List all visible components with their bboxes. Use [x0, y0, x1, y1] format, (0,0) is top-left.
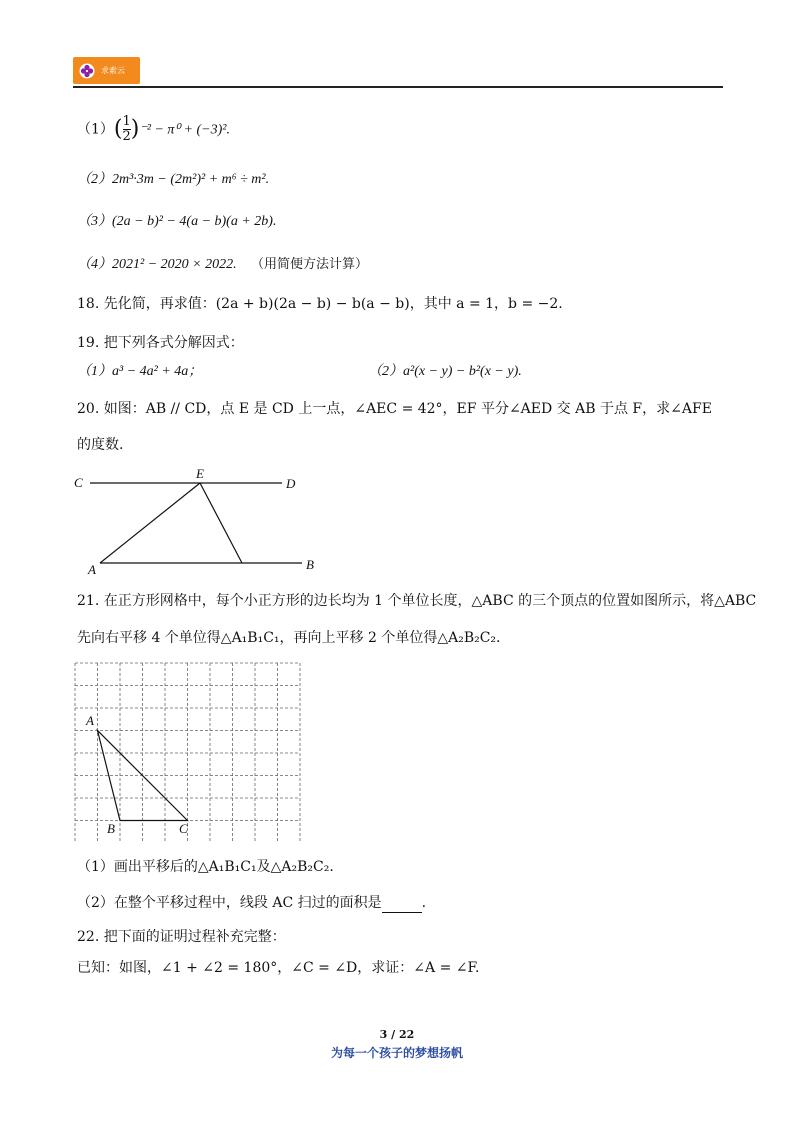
q17-part1: $(1)(\frac{1}{2}$ )⁻² − π⁰ + (−3)². [77, 114, 230, 144]
q21-part1: （1）画出平移后的△A₁B₁C₁及△A₂B₂C₂. [77, 859, 334, 875]
q19-part1: （1）a³ − 4a² + 4a； [77, 364, 203, 379]
q21-part2-end: . [421, 895, 427, 911]
page-number: 3 / 22 [379, 1028, 415, 1041]
label-d: D [286, 476, 296, 491]
q19-part2: （2）a²(x − y) − b²(x − y). [368, 364, 522, 379]
grid-lines [75, 663, 300, 842]
q17-part4 [77, 254, 368, 275]
logo-text: 求索云 [101, 66, 125, 75]
q22-given: 已知：如图，∠1 + ∠2 = 180°，∠C = ∠D，求证：∠A = ∠F. [77, 960, 480, 976]
q17-part1-label: （1） [77, 121, 114, 138]
label-e: E [196, 466, 204, 481]
q20-text-line2: 的度数. [77, 437, 124, 453]
q22-text: 22. 把下面的证明过程补充完整： [77, 929, 286, 945]
q18-text: 18. 先化简，再求值：(2a + b)(2a − b) − b(a − b)，其中 a = 1，b = −2. [77, 296, 563, 312]
label-b: B [306, 557, 314, 572]
q17-part1-rest: ⁻² − π⁰ + (−3)². [139, 122, 230, 138]
label-c: C [74, 475, 83, 490]
fraction-denominator: 2 [122, 129, 131, 144]
fraction-numerator: 1 [122, 114, 131, 129]
segment-ef [200, 483, 242, 563]
q20-text-line1: 20. 如图：AB // CD，点 E 是 CD 上一点，∠AEC = 42°，EF 平分∠AED 交 AB 于点 F，求∠AFE [77, 401, 712, 417]
q21-part2 [77, 893, 426, 913]
logo-flower-icon [79, 63, 95, 79]
figure-q21-grid [70, 660, 302, 842]
figure-q20 [70, 462, 330, 582]
grid-label-b: B [107, 821, 115, 836]
header-divider [73, 86, 723, 88]
label-a: A [88, 562, 96, 577]
q21-text-line1: 21. 在正方形网格中，每个小正方形的边长均为 1 个单位长度，△ABC 的三个顶点的位置如图所示，将△ABC [77, 593, 757, 609]
header-logo [73, 57, 140, 84]
q21-part2-text: （2）在整个平移过程中，线段 AC 扫过的面积是 [77, 895, 382, 911]
q17-part4-expr: （4）2021² − 2020 × 2022. [77, 257, 237, 272]
q19-text: 19. 把下列各式分解因式： [77, 335, 244, 351]
footer-slogan: 为每一个孩子的梦想扬帆 [330, 1046, 463, 1060]
fraction-half [123, 115, 131, 144]
q17-part4-note: （用简便方法计算） [251, 257, 369, 272]
q17-part3: （3）(2a − b)² − 4(a − b)(a + 2b). [77, 214, 277, 229]
q21-text-line2: 先向右平移 4 个单位得△A₁B₁C₁，再向上平移 2 个单位得△A₂B₂C₂. [77, 630, 501, 646]
answer-blank[interactable] [382, 898, 422, 913]
segment-ae [100, 483, 200, 563]
q17-part2: （2）2m³·3m − (2m²)² + m⁶ ÷ m². [77, 172, 270, 187]
grid-label-a: A [86, 713, 94, 728]
grid-label-c: C [179, 821, 188, 836]
